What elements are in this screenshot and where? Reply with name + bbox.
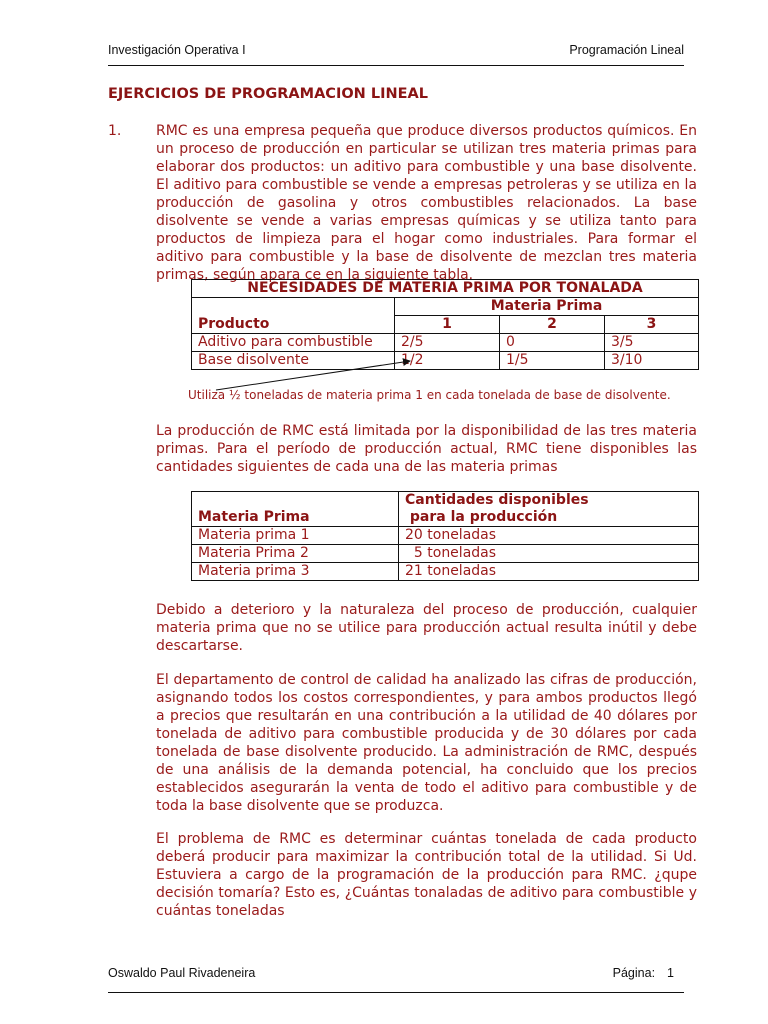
table2-row-label: Materia prima 1 (192, 527, 399, 545)
table2-row-label: Materia prima 3 (192, 563, 399, 581)
table2-cell: 20 toneladas (399, 527, 699, 545)
footer-author: Oswaldo Paul Rivadeneira (108, 966, 256, 980)
availability-table (191, 491, 699, 581)
table1-col-2: 2 (500, 316, 605, 334)
table2-header-right-2: para la producción (399, 509, 699, 527)
table1-cell: 0 (500, 334, 605, 352)
table2-header-left: Materia Prima (192, 509, 399, 527)
header-course: Investigación Operativa I (108, 43, 246, 57)
table1-col-1: 1 (395, 316, 500, 334)
table-row (192, 527, 699, 545)
table1-row-label: Aditivo para combustible (192, 334, 395, 352)
paragraph-availability: La producción de RMC está limitada por la disponibilidad de las tres materia primas. Para el período de producción actual, RMC tiene disponibles las cantidades siguientes de cada una de las materia primas (156, 423, 697, 475)
table2-cell: 5 toneladas (399, 545, 699, 563)
footer-page (613, 966, 674, 980)
table-row (192, 545, 699, 563)
table1-row-header: Producto (192, 316, 395, 334)
paragraph-problem: El problema de RMC es determinar cuántas tonelada de cada producto deberá producir para maximizar la contribución total de la utilidad. Si Ud. Estuviera a cargo de la programación de la producción para RMC. ¿qupe decisión tomaría? Esto es, ¿Cuántas tonaladas de aditivo para combustible y cuántas toneladas (156, 831, 697, 919)
table1-cell: 2/5 (395, 334, 500, 352)
table1-col-3: 3 (605, 316, 699, 334)
table1-cell: 3/10 (605, 352, 699, 370)
table1-cell: 1/5 (500, 352, 605, 370)
table1-group-header: Materia Prima (395, 298, 699, 316)
document-title: EJERCICIOS DE PROGRAMACION LINEAL (108, 86, 428, 102)
footer-page-label: Página: (612, 966, 656, 980)
item-number: 1. (108, 123, 122, 139)
table1-cell: 1/2 (395, 352, 500, 370)
table1-caption: NECESIDADES DE MATERIA PRIMA POR TONALADA (192, 280, 699, 298)
table1-note: Utiliza ½ toneladas de materia prima 1 en cada tonelada de base de disolvente. (188, 388, 671, 402)
paragraph-waste: Debido a deterioro y la naturaleza del proceso de producción, cualquier materia prima que no se utilice para producción actual resulta inútil y debe descartarse. (156, 602, 697, 654)
table1-row-label: Base disolvente (192, 352, 395, 370)
table1-cell: 3/5 (605, 334, 699, 352)
table2-header-right-1: Cantidades disponibles (399, 492, 699, 510)
table2-row-label: Materia Prima 2 (192, 545, 399, 563)
table2-cell: 21 toneladas (399, 563, 699, 581)
paragraph-intro: RMC es una empresa pequeña que produce diversos productos químicos. En un proceso de producción en particular se utilizan tres materia primas para elaborar dos productos: un aditivo para combustible y una base disolvente. El aditivo para combustible se vende a empresas petroleras y se utiliza en la producción de gasolina y otros combustibles relacionados. La base disolvente se vende a varias empresas químicas y se utiliza tanto para productos de limpieza para el hogar como industriales. Para formar el aditivo para combustible y la base de disolvente de mezclan tres materia primas, según apara ce en la siguiente tabla. (156, 123, 697, 283)
table-row (192, 563, 699, 581)
footer-page-number: 1 (667, 966, 674, 980)
paragraph-profit: El departamento de control de calidad ha analizado las cifras de producción, asignando todos los costos correspondientes, y para ambos productos llegó a precios que resultarán en una contribución a la utilidad de 40 dólares por tonelada de aditivo para combustible producida y de 30 dólares por cada tonelada de base disolvente producido. La administración de RMC, después de una análisis de la demanda potencial, ha concluido que los precios establecidos asegurarán la venta de todo el aditivo para combustible y de toda la base disolvente que se produzca. (156, 672, 697, 814)
header-topic: Programación Lineal (569, 43, 684, 57)
page-footer (108, 966, 684, 993)
